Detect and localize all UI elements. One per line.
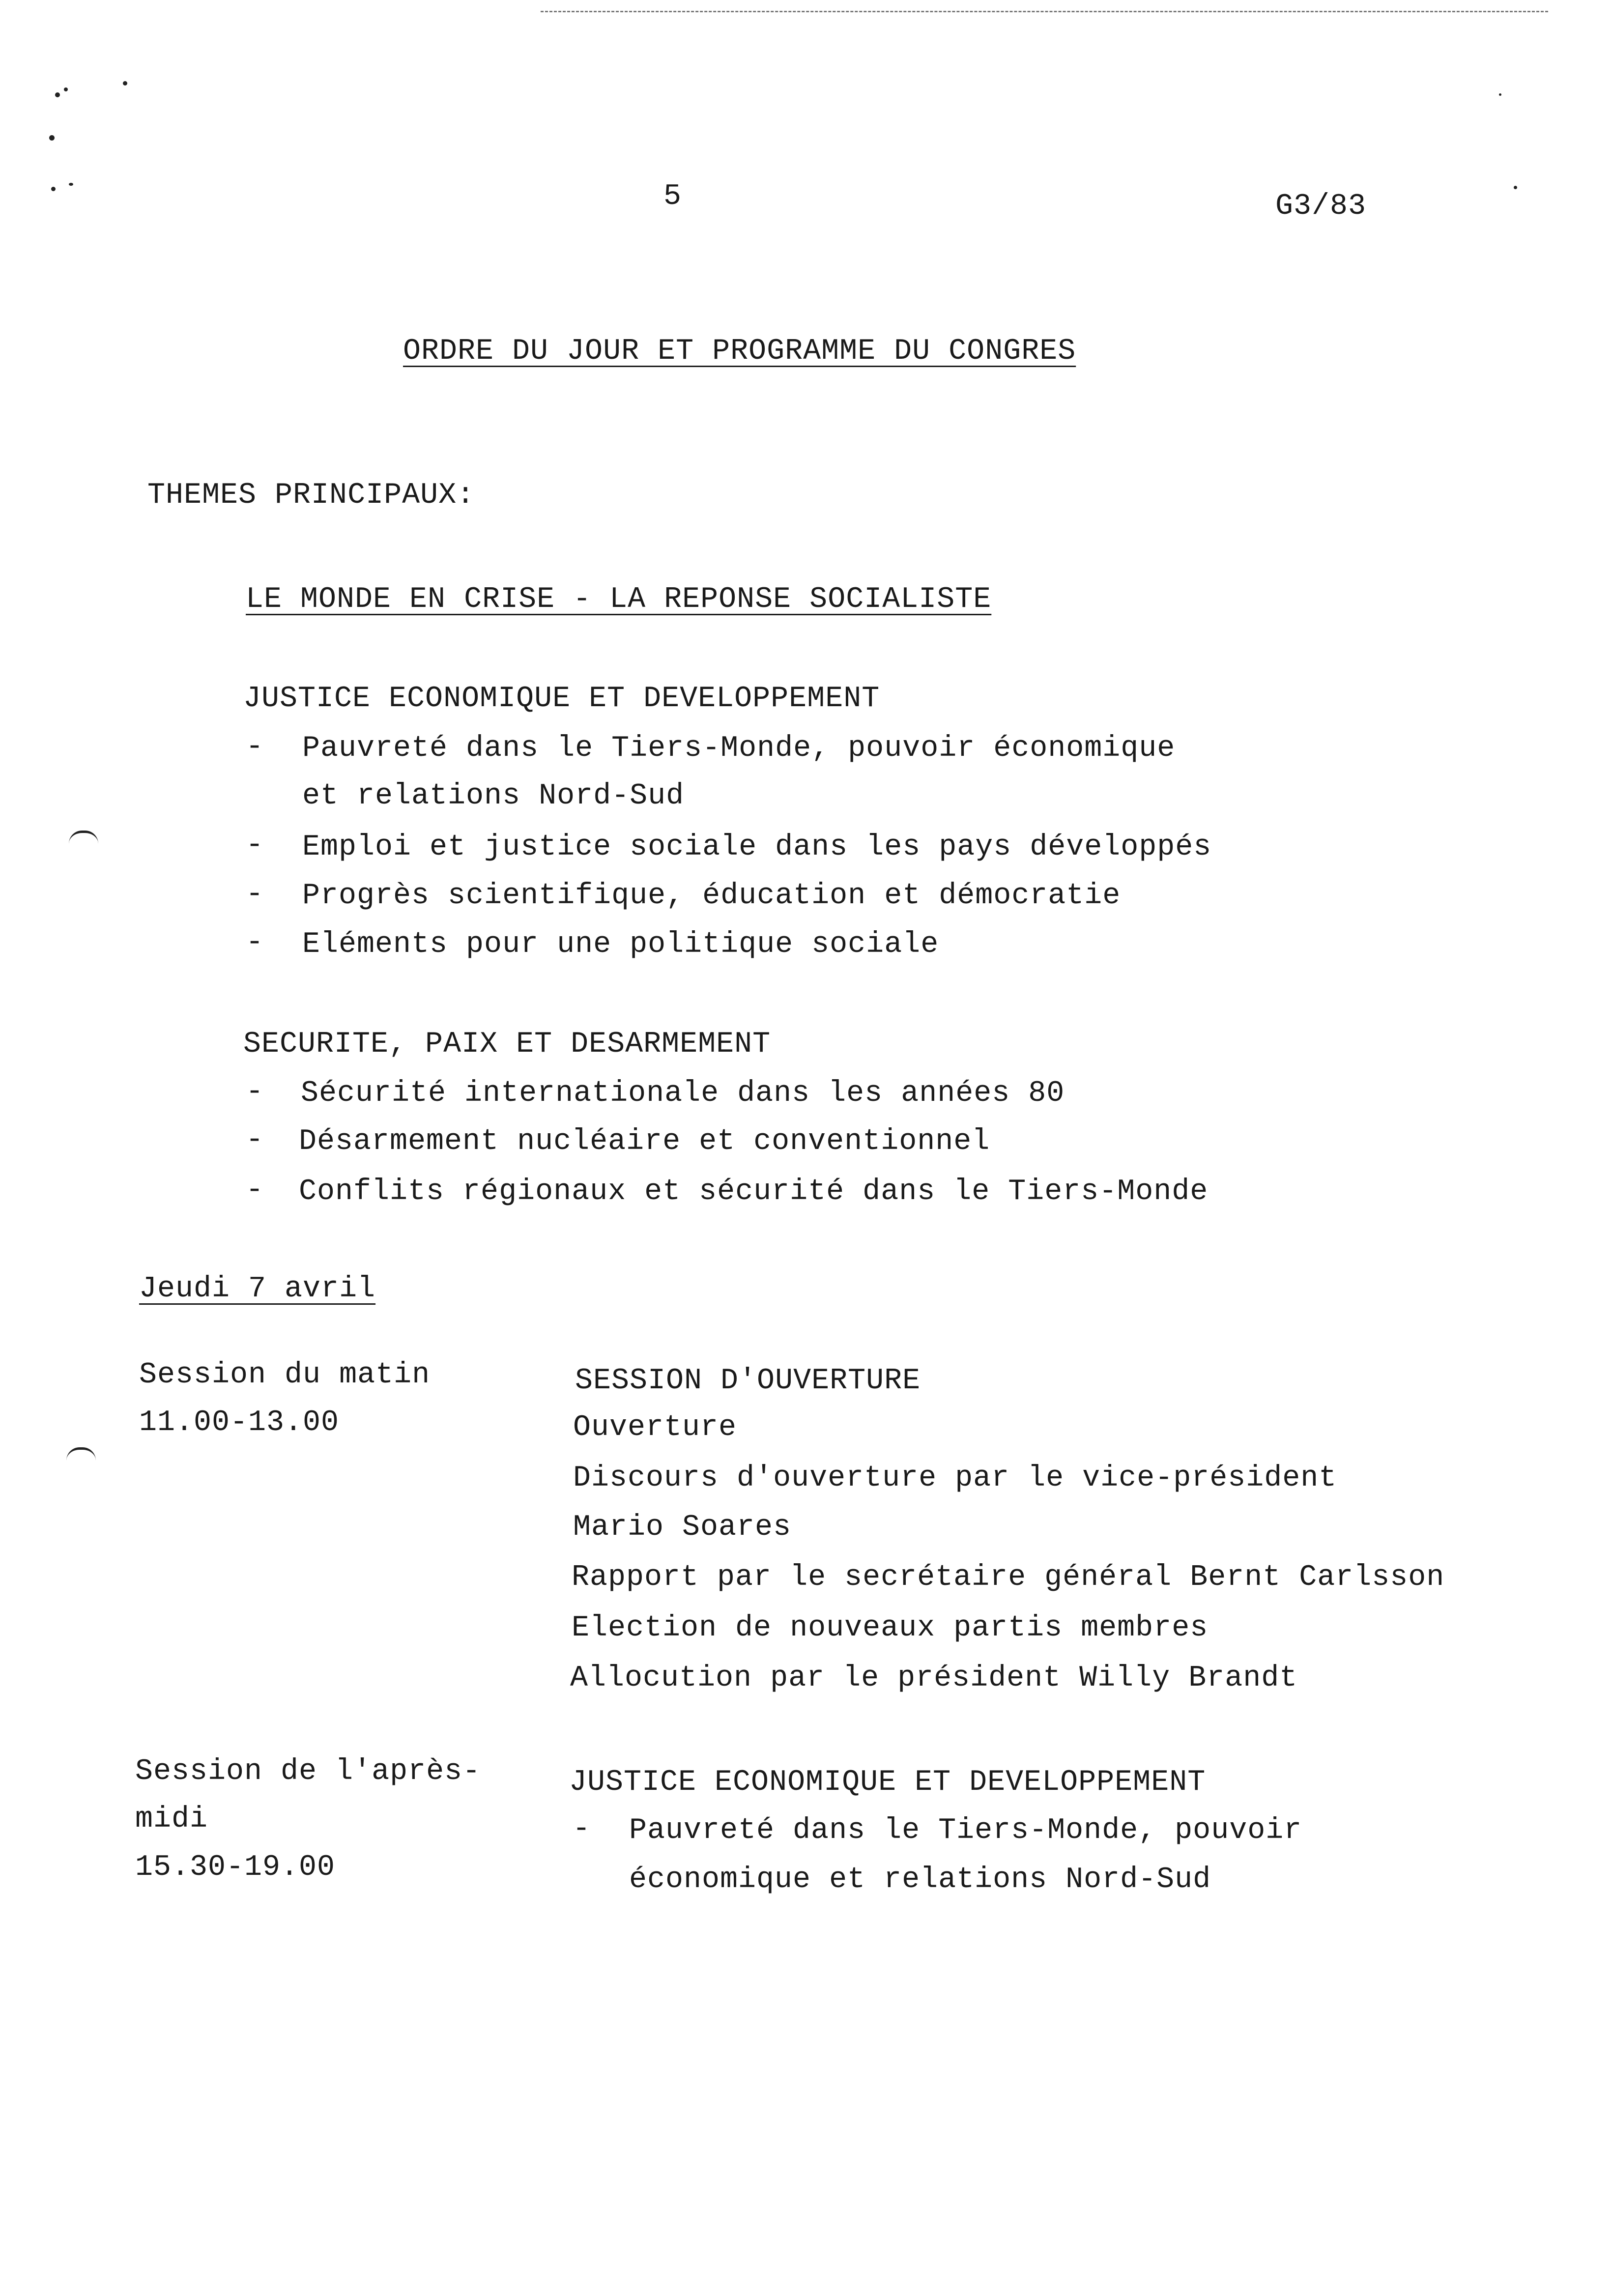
list-item-continuation: et relations Nord-Sud xyxy=(302,779,685,813)
scan-artifact-bracket xyxy=(66,1447,96,1461)
scan-artifact-dot xyxy=(69,183,73,186)
schedule-day: Jeudi 7 avril xyxy=(139,1272,376,1306)
agenda-line: Discours d'ouverture par le vice-président xyxy=(573,1462,1337,1495)
bullet-dash: - xyxy=(246,1075,264,1109)
bullet-dash: - xyxy=(246,1123,264,1157)
agenda-line: Mario Soares xyxy=(573,1511,792,1544)
scan-artifact-dot xyxy=(49,135,55,141)
scan-artifact-bracket xyxy=(69,831,98,844)
agenda-line: Rapport par le secrétaire général Bernt Carlsson xyxy=(572,1561,1445,1594)
session-heading: SESSION D'OUVERTURE xyxy=(575,1364,921,1398)
bullet-dash: - xyxy=(246,829,264,862)
section-heading-security: SECURITE, PAIX ET DESARMEMENT xyxy=(243,1028,771,1061)
bullet-dash: - xyxy=(246,1174,264,1207)
agenda-bullet-continuation: économique et relations Nord-Sud xyxy=(629,1863,1211,1896)
page-number: 5 xyxy=(663,180,682,213)
scan-artifact-dot xyxy=(55,92,60,97)
session-label: Session du matin xyxy=(139,1358,431,1392)
bullet-dash: - xyxy=(246,730,264,764)
list-item: Pauvreté dans le Tiers-Monde, pouvoir économique xyxy=(302,732,1176,765)
scan-artifact-rule xyxy=(541,11,1548,12)
section-heading-economic: JUSTICE ECONOMIQUE ET DEVELOPPEMENT xyxy=(243,682,880,716)
themes-heading: THEMES PRINCIPAUX: xyxy=(147,479,475,512)
page-title: ORDRE DU JOUR ET PROGRAMME DU CONGRES xyxy=(403,335,1076,368)
agenda-line: Election de nouveaux partis membres xyxy=(572,1611,1209,1645)
main-theme: LE MONDE EN CRISE - LA REPONSE SOCIALISTE xyxy=(246,583,992,616)
agenda-line: Ouverture xyxy=(573,1411,737,1444)
bullet-dash: - xyxy=(246,878,264,911)
list-item: Eléments pour une politique sociale xyxy=(302,928,939,961)
agenda-line: Allocution par le président Willy Brandt xyxy=(570,1662,1298,1695)
list-item: Conflits régionaux et sécurité dans le Tiers-Monde xyxy=(299,1175,1209,1208)
list-item: Progrès scientifique, éducation et démocratie xyxy=(302,879,1121,913)
agenda-bullet-line: Pauvreté dans le Tiers-Monde, pouvoir xyxy=(629,1814,1302,1847)
document-reference: G3/83 xyxy=(1275,190,1367,223)
session-heading: JUSTICE ECONOMIQUE ET DEVELOPPEMENT xyxy=(569,1766,1206,1799)
list-item: Sécurité internationale dans les années 80 xyxy=(301,1077,1065,1110)
bullet-dash: - xyxy=(573,1812,591,1846)
session-time: 11.00-13.00 xyxy=(139,1406,340,1439)
scan-artifact-dot xyxy=(123,81,127,86)
list-item: Emploi et justice sociale dans les pays développés xyxy=(302,831,1212,864)
scan-artifact-dot xyxy=(51,187,56,191)
list-item: Désarmement nucléaire et conventionnel xyxy=(299,1125,990,1158)
scan-artifact-dot xyxy=(64,87,68,91)
session-label: Session de l'après- xyxy=(135,1755,481,1788)
scan-artifact-dot xyxy=(1514,186,1517,189)
session-label: midi xyxy=(135,1803,208,1836)
scan-artifact-dot xyxy=(1499,93,1501,96)
bullet-dash: - xyxy=(246,926,264,959)
session-time: 15.30-19.00 xyxy=(135,1851,336,1884)
